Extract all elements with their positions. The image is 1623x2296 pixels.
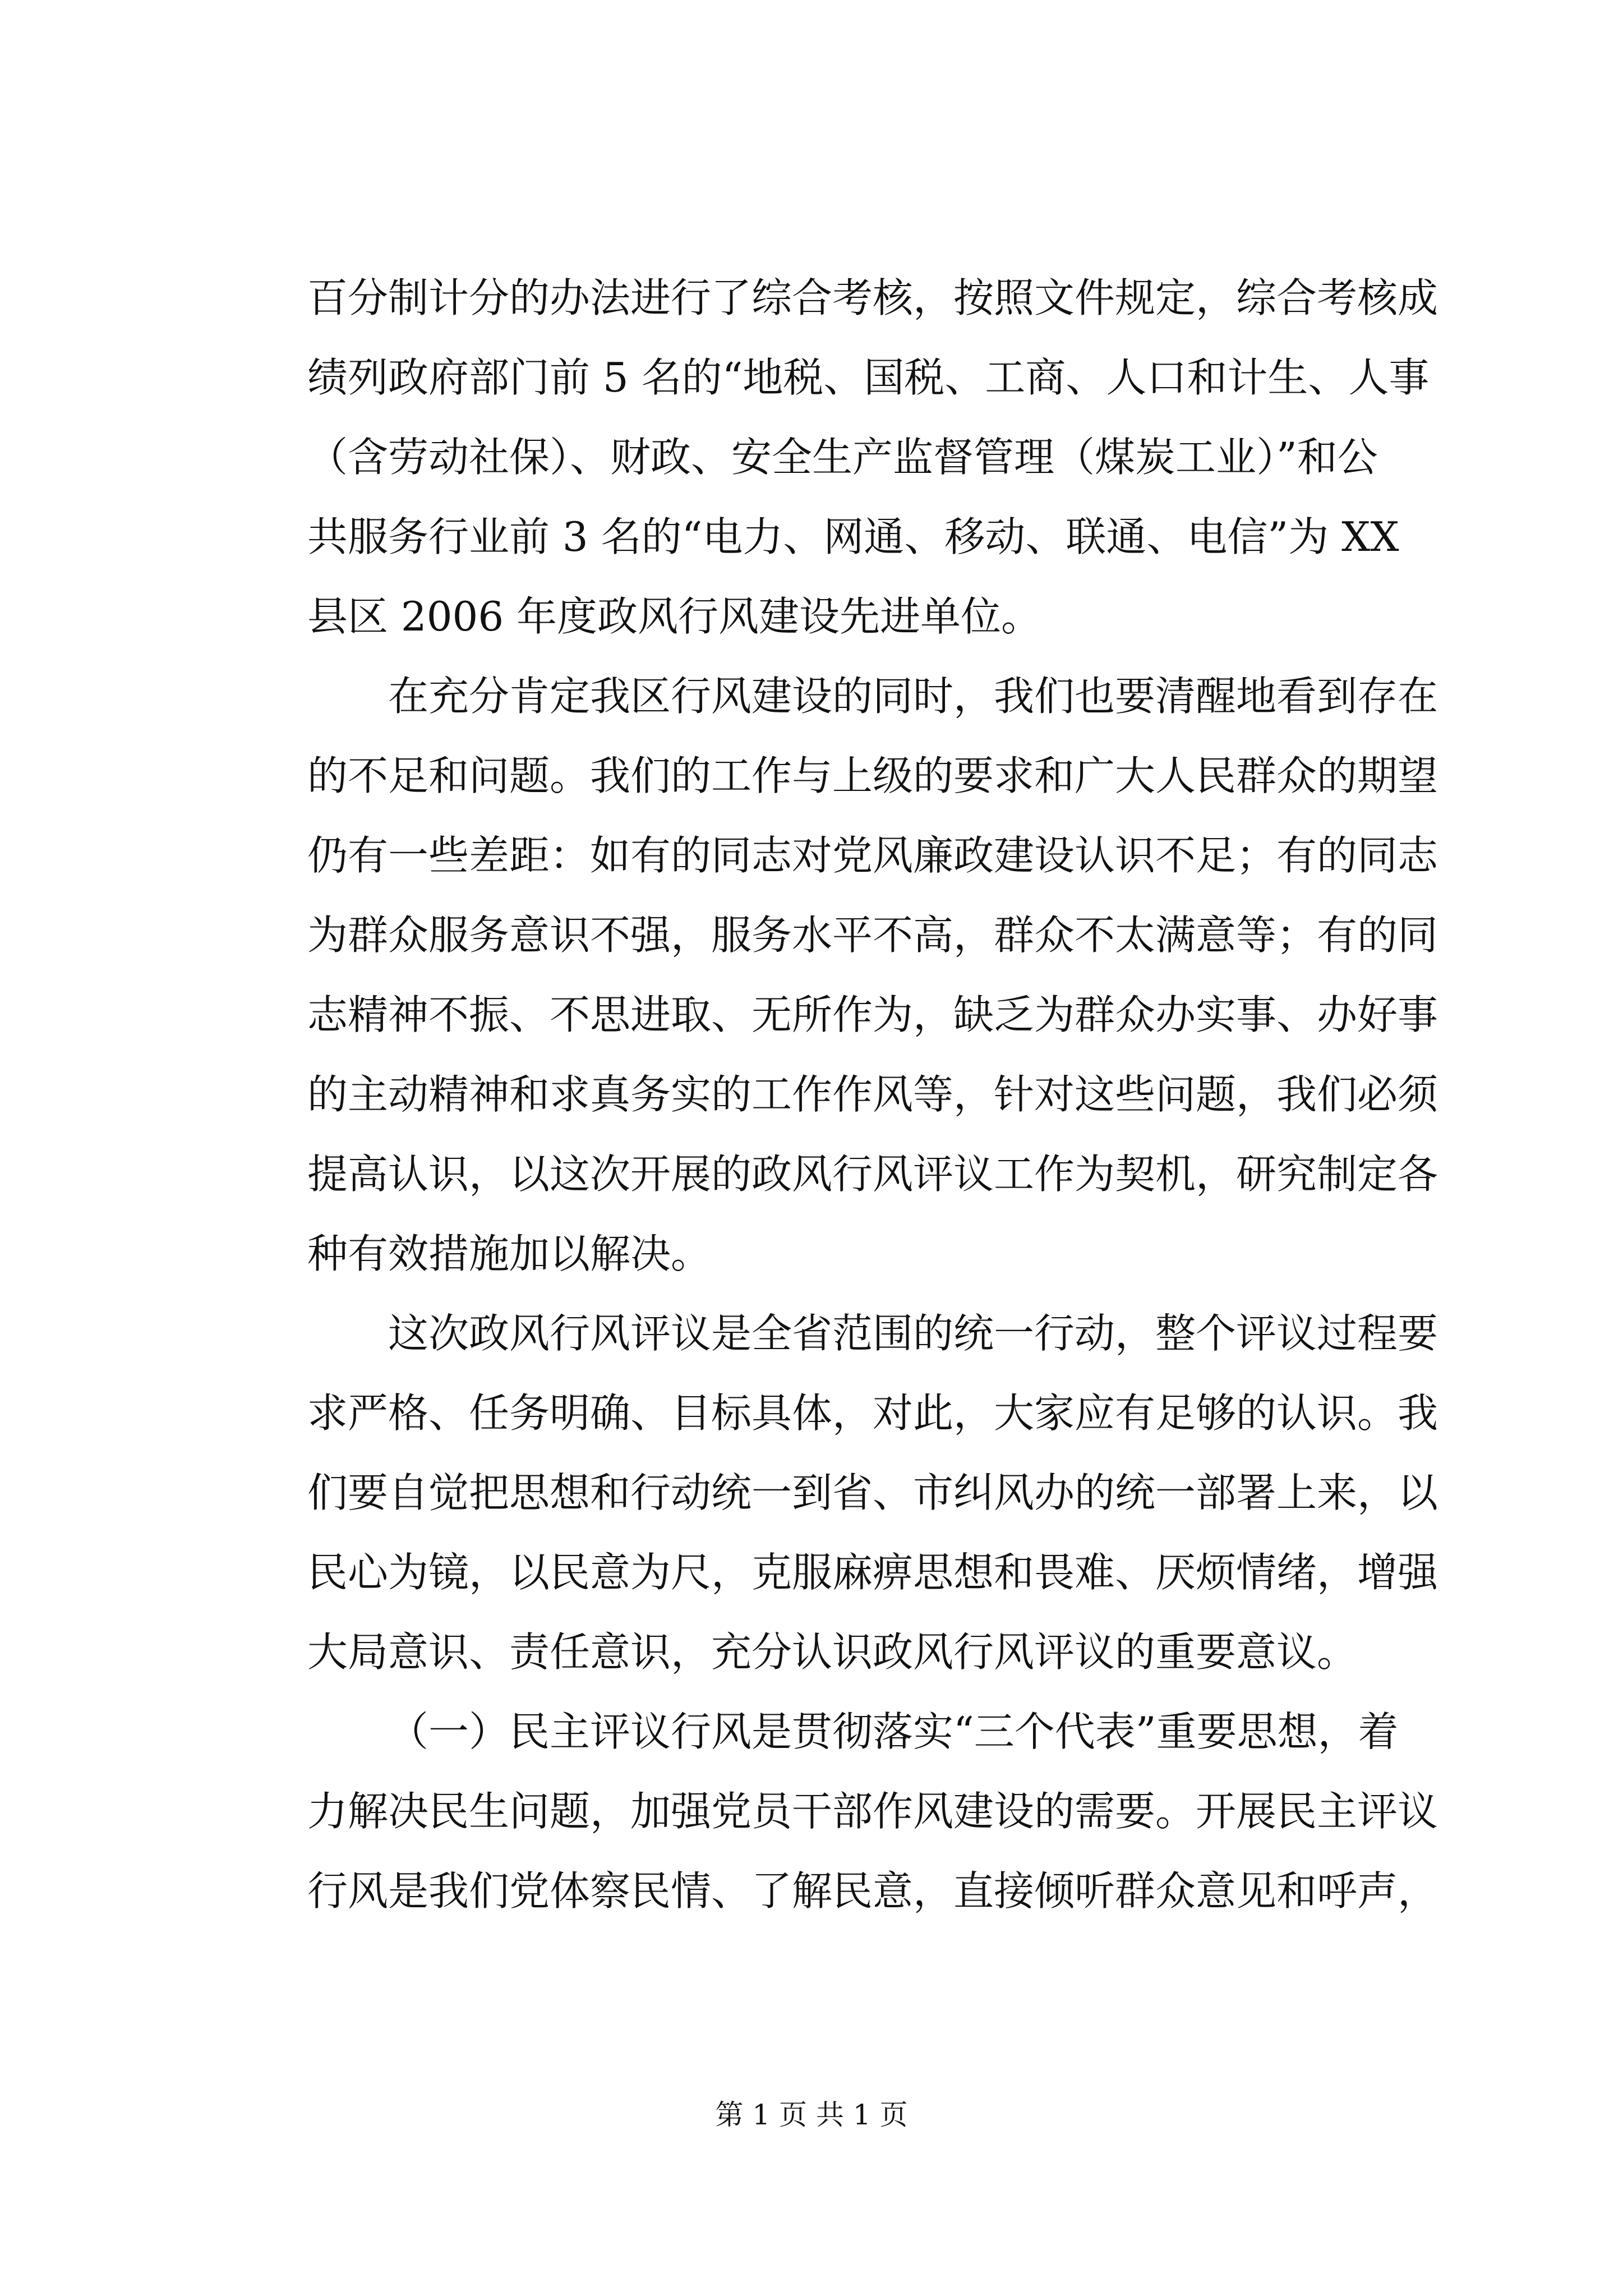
- document-body: [307, 258, 1438, 1931]
- text-line: 求严格、任务明确、目标具体，对此，大家应有足够的认识。我: [307, 1389, 1438, 1437]
- text-line: 力解决民生问题，加强党员干部作风建设的需要。开展民主评议: [307, 1788, 1438, 1835]
- text-line: 百分制计分的办法进行了综合考核，按照文件规定，综合考核成: [307, 274, 1438, 321]
- text-line: 提高认识，以这次开展的政风行风评议工作为契机，研究制定各: [307, 1151, 1438, 1198]
- text-line: 大局意识、责任意识，充分认识政风行风评议的重要意议。: [307, 1628, 1358, 1676]
- text-line: （含劳动社保）、财政、安全生产监督管理（煤炭工业）”和公: [307, 434, 1378, 481]
- text-line: 绩列政府部门前 5 名的“地税、国税、工商、人口和计生、人事: [307, 354, 1430, 401]
- text-line: 志精神不振、不思进取、无所作为，缺乏为群众办实事、办好事: [307, 991, 1438, 1038]
- text-line: 民心为镜，以民意为尺，克服麻痹思想和畏难、厌烦情绪，增强: [307, 1549, 1438, 1596]
- text-line: 共服务行业前 3 名的“电力、网通、移动、联通、电信”为 XX: [307, 513, 1399, 560]
- text-line: 县区 2006 年度政风行风建设先进单位。: [307, 593, 1042, 640]
- paragraph-start-line: （一）民主评议行风是贯彻落实“三个代表”重要思想，着: [388, 1708, 1399, 1755]
- paragraph-start-line: 这次政风行风评议是全省范围的统一行动，整个评议过程要: [388, 1310, 1438, 1357]
- text-line: 种有效措施加以解决。: [307, 1230, 712, 1277]
- paragraph-start-line: 在充分肯定我区行风建设的同时，我们也要清醒地看到存在: [388, 673, 1438, 720]
- text-line: 仍有一些差距：如有的同志对党风廉政建设认识不足；有的同志: [307, 832, 1438, 879]
- text-line: 的主动精神和求真务实的工作作风等，针对这些问题，我们必须: [307, 1071, 1438, 1118]
- text-line: 行风是我们党体察民情、了解民意，直接倾听群众意见和呼声，: [307, 1867, 1438, 1915]
- text-line: 们要自觉把思想和行动统一到省、市纠风办的统一部署上来，以: [307, 1469, 1438, 1516]
- text-line: 的不足和问题。我们的工作与上级的要求和广大人民群众的期望: [307, 752, 1438, 799]
- page-footer: 第 1 页 共 1 页: [715, 2099, 908, 2131]
- text-line: 为群众服务意识不强，服务水平不高，群众不太满意等；有的同: [307, 912, 1438, 959]
